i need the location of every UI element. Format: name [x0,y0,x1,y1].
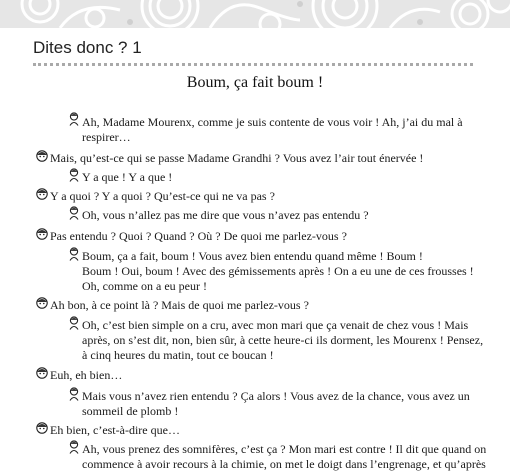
dialogue-line: Eh bien, c’est-à-dire que… [50,423,180,437]
speaker-woman-icon [68,206,80,220]
dialogue-line: commence à avoir recours à la chimie, on met le doigt dans l’engrenage, et qu’après [82,457,486,471]
dialogue-line: Boum, ça a fait, boum ! Vous avez bien entendu quand même ! Boum ! [82,249,423,263]
decorative-banner [0,0,510,28]
speaker-face-icon [36,227,48,241]
dialogue-line: Oh, vous n’allez pas me dire que vous n’avez pas entendu ? [82,208,369,222]
speaker-woman-icon [68,387,80,401]
speaker-woman-icon [68,112,80,126]
dialogue-title: Boum, ça fait boum ! [186,74,324,91]
dialogue-line: Ah, Madame Mourenx, comme je suis contente de vous voir ! Ah, j’ai du mal à [82,115,463,129]
speaker-face-icon [36,187,48,201]
speaker-face-icon [36,149,48,163]
dialogue-line: Mais vous n’avez rien entendu ? Ça alors ! Vous avez de la chance, vous avez un [82,389,470,403]
dialogue-line: Y a que ! Y a que ! [82,170,173,184]
dialogue-line: Boum ! Oui, boum ! Avec des gémissements après ! On a eu une de ces frousses ! [82,264,474,278]
dialogue-line: Oh, comme on a eu peur ! [82,279,207,293]
page-header-title: Dites donc ? 1 [33,38,142,57]
dialogue-line: Oh, c’est bien simple on a cru, avec mon mari que ça venait de chez vous ! Mais [82,318,469,332]
dialogue-line: après, on s’est dit, non, bien sûr, à cette heure-ci ils dorment, les Mourenx ! Pensez, [82,333,484,347]
speaker-woman-icon [68,168,80,182]
dialogue-line: Euh, eh bien… [50,368,123,382]
dialogue-line: Y a quoi ? Y a quoi ? Qu’est-ce qui ne va pas ? [50,189,275,203]
dialogue-line: Ah, vous prenez des somnifères, c’est ça ? Mon mari est contre ! Il dit que quand on [82,442,487,456]
speaker-face-icon [36,421,48,435]
dialogue-line: Mais, qu’est-ce qui se passe Madame Grandhi ? Vous avez l’air tout énervée ! [50,151,424,165]
dotted-divider [33,63,473,66]
dialogue-line: Ah bon, à ce point là ? Mais de quoi me parlez-vous ? [50,298,309,312]
speaker-woman-icon [68,440,80,454]
dialogue-line: respirer… [82,130,131,144]
speaker-face-icon [36,366,48,380]
dialogue-line: Pas entendu ? Quoi ? Quand ? Où ? De quoi me parlez-vous ? [50,229,347,243]
dialogue-line: sommeil de plomb ! [82,404,179,418]
swirl-pattern [0,0,510,28]
speaker-woman-icon [68,247,80,261]
speaker-face-icon [36,296,48,310]
dialogue-line: à cinq heures du matin, tout ce boucan ! [82,348,274,362]
speaker-woman-icon [68,316,80,330]
